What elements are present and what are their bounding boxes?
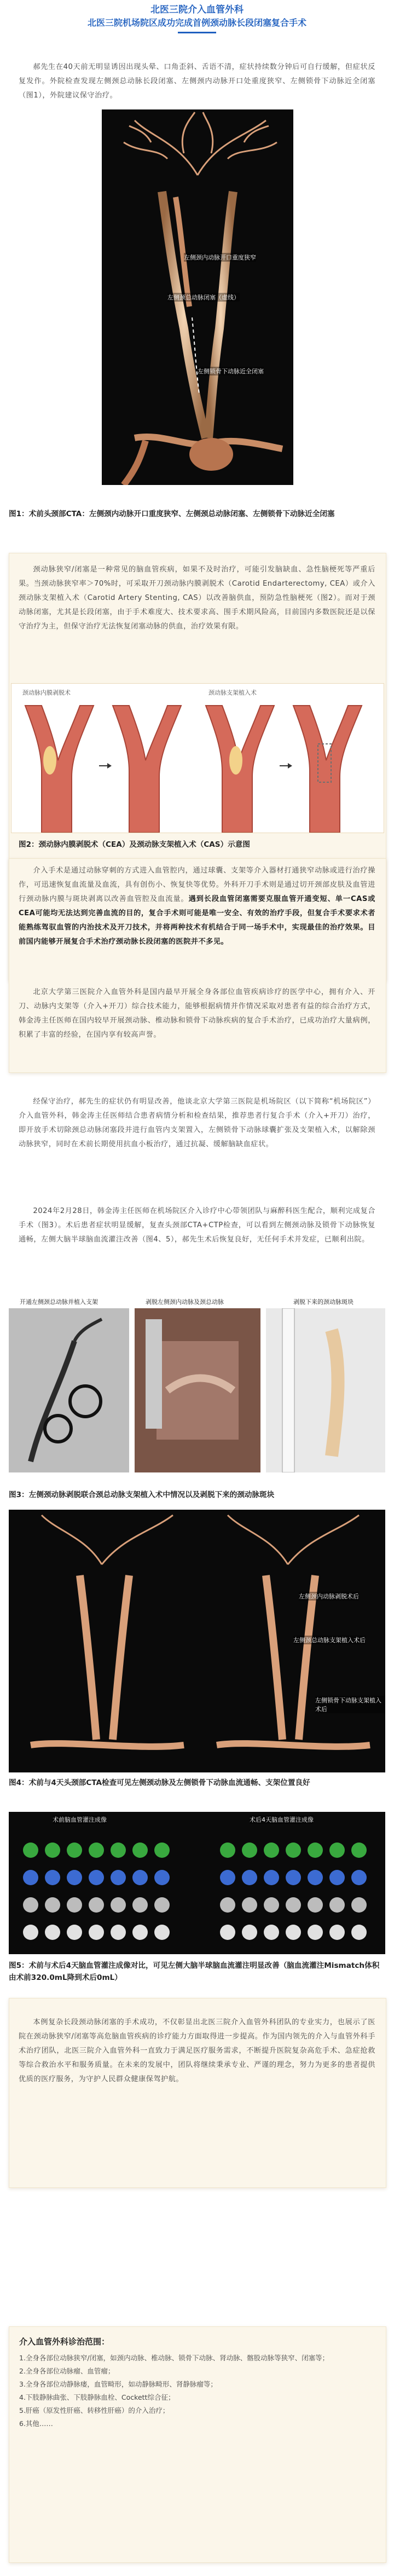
fig3-photos — [9, 1297, 385, 1472]
para3-normal: 介入手术是通过动脉穿刺的方式进入血管腔内，通过球囊、支架等介入器材打通狭窄动脉或进行治疗操作，可迅速恢复血流量及血流，具有创伤小、恢复快等优势。外科开刀手术则是通过切开颈部皮肤及血管进行颈动脉内膜与斑块剥离以改善血管腔及血流量。 — [19, 867, 375, 903]
service-item: 3.全身各部位动静脉瘘，血管畸形，如动静脉畸形、肾静脉瘤等； — [19, 2380, 217, 2388]
closing-paragraph: 本例复杂长段颈动脉闭塞的手术成功，不仅彰显出北医三院介入血管外科团队的专业实力，也展示了医院在颈动脉狭窄/闭塞等高危脑血管疾病的诊疗能力方面取得进一步提高。作为国内领先的介入与血管外科手术治疗团队，北医三院介入血管外科一直致力于满足医疗服务需求，不断提升医院复杂高危手术、急症抢救等综合救治水平和服务质量。在未来的发展中，团队将继续秉承专业、严谨的理念，努力为更多的患者提供优质的医疗服务，为守护人民群众健康保驾护航。 — [19, 2018, 375, 2083]
fig2-artery-drawings — [11, 684, 384, 833]
fig1-label-cca-occlusion: 左侧颈总动脉闭塞（虚线） — [167, 294, 240, 301]
fig2-caption: 图2：颈动脉内膜剥脱术（CEA）及颈动脉支架植入术（CAS）示意图 — [19, 840, 250, 849]
fig5-caption: 图5：术前与术后4天脑血管灌注成像对比，可见左侧大脑半球脑血流灌注明显改善（脑血流灌注Mismatch体积由术前320.0mL降到术后0mL） — [9, 1961, 380, 1982]
fig5-perfusion-grid — [9, 1812, 385, 1954]
fig1-label-subclavian-occlusion: 左侧锁骨下动脉近全闭塞 — [198, 368, 264, 375]
para3-bold: 遇到长段血管闭塞需要克服血管开通变短、单一CAS或CEA可能均无法达到完善血流的目的，复合手术则可能是唯一安全、有效的治疗手段，但复合手术要求术者能熟练驾驭血管的内治技术及开刀技术，并将两种技术有机结合于同一场手术中，实现最佳的治疗效果。目前国内能够开展复合手术治疗颈动脉长段闭塞的医院并不多见。 — [19, 895, 375, 946]
fig4-caption: 图4：术前与4天头颈部CTA检查可见左侧颈动脉及左侧锁骨下动脉血流通畅、支架位置良好 — [9, 1778, 310, 1787]
service-item: 5.肝癌（原发性肝癌、转移性肝癌）的介入治疗； — [19, 2406, 170, 2415]
fig3-angiogram — [9, 1308, 129, 1472]
fig2-label-cas: 颈动脉支架植入术 — [208, 689, 257, 696]
para6: 2024年2月28日，韩金涛主任医师在机场院区介入诊疗中心带领团队与麻醉科医生配合，顺利完成复合手术（图3）。术后患者症状明显缓解，复查头颈部CTA+CTP检查，可以看到左侧颈动脉及锁骨下动脉恢复通畅，左侧大脑半球脑血流灌注改善（图4、5），郝先生术后恢复良好，无任何手术并发症，已顺利出院。 — [19, 1207, 375, 1244]
fig5-label-pre: 术前脑血管灌注成像 — [53, 1816, 107, 1823]
para5: 经保守治疗，郝先生的症状仍有明显改善，他谈北京大学第三医院是机场院区（以下简称“机场院区”）介入血管外科，韩金涛主任医师结合患者病情分析和检查结果，推荐患者行复合手术（介入+开刀）治疗，即开放手术切除颈总动脉闭塞段并进行血管内支架置入，左侧锁骨下动脉球囊扩张及支架植入术，以解除颈动脉狭窄，同时在术前长期使用抗血小板治疗，通过抗凝、缓解脑缺血症状。 — [19, 1098, 375, 1148]
header-subtitle: 北医三院机场院区成功完成首例颈动脉长段闭塞复合手术 — [87, 18, 306, 28]
fig3-plaque-photo — [266, 1308, 385, 1472]
fig5-perfusion-images — [9, 1812, 385, 1954]
intro-paragraph: 郝先生在40天前无明显诱因出现头晕、口角歪斜、舌语不清，症状持续数分钟后可自行缓解，但症状反复发作。外院检查发现左侧颈总动脉长段闭塞、左侧颈内动脉开口处重度狭窄、左侧锁骨下动脉近全闭塞（图1），外院建议保守治疗。 — [19, 63, 375, 100]
fig5-label-post: 术后4天脑血管灌注成像 — [250, 1816, 314, 1823]
fig4-cta-images — [9, 1510, 385, 1772]
fig3-label-1: 开通左侧颈总动脉并植入支架 — [20, 1298, 98, 1306]
fig1-caption: 图1：术前头颈部CTA：左侧颈内动脉开口重度狭窄、左侧颈总动脉闭塞、左侧锁骨下动脉近全闭塞 — [9, 510, 335, 518]
box1-paragraph: 颈动脉狭窄/闭塞是一种常见的脑血管疾病，如果不及时治疗，可能引发脑缺血、急性脑梗死等严重后果。当颈动脉狭窄率＞70%时，可采取开刀颈动脉内膜剥脱术（Carotid Endarterectomy, CEA）或介入颈动脉支架植入术（Carotid Artery Stenting, CAS）以改善脑供血，预防急性脑梗死（图2）。而对于颈动脉闭塞，尤其是长段闭塞，由于手术难度大、技术要求高、围手术期风险高，目前国内多数医院还是以保守治疗为主，但保守治疗无法恢复闭塞动脉的供血，治疗效果有限。 — [19, 565, 375, 631]
fig1-label-ica-stenosis: 左侧颈内动脉开口重度狭窄 — [184, 254, 256, 261]
article-header — [0, 0, 394, 33]
para3 — [19, 864, 375, 949]
fig4-label-cca: 左侧颈总动脉支架植入术后 — [293, 1637, 366, 1644]
para4: 北京大学第三医院介入血管外科是国内最早开展全身各部位血管疾病诊疗的医学中心，拥有介入、开刀、动脉内支架等（介入+开刀）综合技术能力，能够根据病情并作情况采取对患者有益的综合治疗方式，韩金涛主任医师在国内较早开展颈动脉、椎动脉和锁骨下动脉疾病的复合手术治疗，已成功治疗大量病例，积累了丰富的经验，在国内享有较高声誉。 — [19, 988, 375, 1039]
fig1-cta-image — [102, 109, 293, 485]
header-title: 北医三院介入血管外科 — [150, 4, 244, 15]
service-item: 4.下肢静脉曲张、下肢静脉血栓、Cockett综合征； — [19, 2393, 175, 2401]
service-box — [9, 2326, 386, 2563]
header-divider — [178, 32, 216, 33]
service-item: 2.全身各部位动脉瘤、血管瘤； — [19, 2367, 115, 2375]
fig3-label-3: 剥脱下来的颈动脉斑块 — [293, 1298, 354, 1306]
service-item: 6.其他…… — [19, 2419, 53, 2428]
fig4-label-ica: 左侧颈内动脉剥脱术后 — [299, 1593, 359, 1600]
service-title: 介入血管外科诊治范围： — [19, 2337, 110, 2347]
fig3-surgery-photo — [135, 1308, 260, 1472]
fig2-illustration — [11, 683, 384, 833]
fig4-label-subclavian: 左侧锁骨下动脉支架植入术后 — [315, 1696, 385, 1713]
fig2-label-cea: 颈动脉内膜剥脱术 — [22, 689, 71, 696]
fig3-label-2: 剥脱左侧颈内动脉及颈总动脉 — [146, 1298, 224, 1306]
fig3-caption: 图3：左侧颈动脉剥脱联合颈总动脉支架植入术中情况以及剥脱下来的颈动脉斑块 — [9, 1491, 275, 1499]
service-item: 1.全身各部位动脉狭窄/闭塞，如颈内动脉、椎动脉、锁骨下动脉、肾动脉、髂股动脉等狭窄、闭塞等； — [19, 2354, 329, 2362]
